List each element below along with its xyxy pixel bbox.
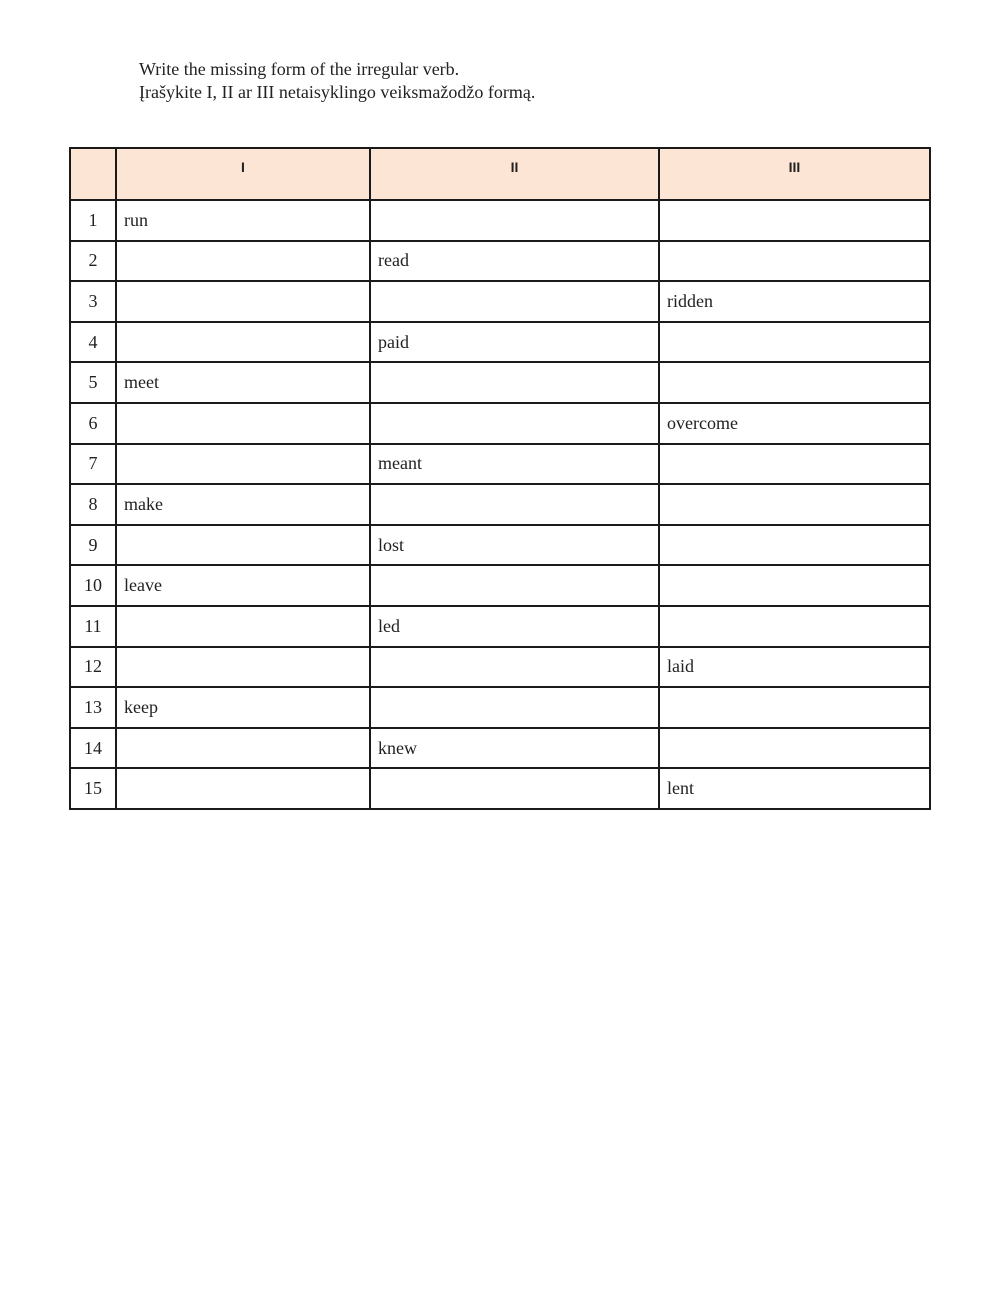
form-ii-cell[interactable] (370, 565, 659, 606)
table-row (70, 606, 930, 647)
form-ii-cell[interactable] (370, 484, 659, 525)
table-row (70, 565, 930, 606)
row-number: 6 (70, 403, 116, 444)
form-ii-cell[interactable]: led (370, 606, 659, 647)
form-iii-cell[interactable] (659, 687, 930, 728)
form-i-cell[interactable] (116, 322, 370, 363)
table-row (70, 403, 930, 444)
form-i-cell[interactable]: make (116, 484, 370, 525)
form-ii-cell[interactable] (370, 403, 659, 444)
row-number: 1 (70, 200, 116, 241)
form-ii-cell[interactable] (370, 768, 659, 809)
form-iii-cell[interactable] (659, 606, 930, 647)
row-number: 10 (70, 565, 116, 606)
verb-table (69, 147, 931, 810)
table-row (70, 525, 930, 566)
form-i-cell[interactable] (116, 647, 370, 688)
form-iii-cell[interactable] (659, 241, 930, 282)
form-i-cell[interactable]: run (116, 200, 370, 241)
table-row (70, 484, 930, 525)
form-ii-cell[interactable]: read (370, 241, 659, 282)
form-i-cell[interactable]: keep (116, 687, 370, 728)
row-number: 14 (70, 728, 116, 769)
form-ii-cell[interactable] (370, 281, 659, 322)
form-i-cell[interactable] (116, 606, 370, 647)
form-ii-cell[interactable] (370, 687, 659, 728)
header-number (70, 148, 116, 200)
table-row (70, 647, 930, 688)
table-row (70, 362, 930, 403)
row-number: 15 (70, 768, 116, 809)
header-form-iii: III (659, 148, 930, 200)
form-iii-cell[interactable] (659, 444, 930, 485)
row-number: 8 (70, 484, 116, 525)
form-iii-cell[interactable] (659, 728, 930, 769)
form-ii-cell[interactable] (370, 362, 659, 403)
table-row (70, 687, 930, 728)
instruction-lithuanian: Įrašykite I, II ar III netaisyklingo veiksmažodžo formą. (139, 82, 536, 102)
form-i-cell[interactable] (116, 281, 370, 322)
form-iii-cell[interactable]: overcome (659, 403, 930, 444)
form-iii-cell[interactable]: ridden (659, 281, 930, 322)
instruction-english: Write the missing form of the irregular verb. (139, 59, 460, 79)
table-row (70, 241, 930, 282)
form-i-cell[interactable] (116, 728, 370, 769)
form-iii-cell[interactable] (659, 565, 930, 606)
form-i-cell[interactable] (116, 241, 370, 282)
header-form-ii: II (370, 148, 659, 200)
row-number: 2 (70, 241, 116, 282)
row-number: 9 (70, 525, 116, 566)
row-number: 4 (70, 322, 116, 363)
form-i-cell[interactable] (116, 444, 370, 485)
table-row (70, 200, 930, 241)
form-ii-cell[interactable]: knew (370, 728, 659, 769)
form-i-cell[interactable] (116, 525, 370, 566)
form-i-cell[interactable]: meet (116, 362, 370, 403)
table-row (70, 444, 930, 485)
row-number: 12 (70, 647, 116, 688)
row-number: 13 (70, 687, 116, 728)
form-ii-cell[interactable]: paid (370, 322, 659, 363)
table-row (70, 322, 930, 363)
table-header-row (70, 148, 930, 200)
row-number: 11 (70, 606, 116, 647)
form-iii-cell[interactable] (659, 525, 930, 566)
form-iii-cell[interactable]: laid (659, 647, 930, 688)
form-ii-cell[interactable] (370, 647, 659, 688)
row-number: 7 (70, 444, 116, 485)
form-i-cell[interactable]: leave (116, 565, 370, 606)
form-i-cell[interactable] (116, 768, 370, 809)
row-number: 3 (70, 281, 116, 322)
form-ii-cell[interactable]: meant (370, 444, 659, 485)
header-form-i: I (116, 148, 370, 200)
instructions (139, 58, 535, 104)
form-ii-cell[interactable] (370, 200, 659, 241)
row-number: 5 (70, 362, 116, 403)
form-iii-cell[interactable] (659, 200, 930, 241)
table-row (70, 281, 930, 322)
table-row (70, 728, 930, 769)
form-iii-cell[interactable]: lent (659, 768, 930, 809)
form-iii-cell[interactable] (659, 484, 930, 525)
form-iii-cell[interactable] (659, 362, 930, 403)
form-i-cell[interactable] (116, 403, 370, 444)
table-row (70, 768, 930, 809)
form-ii-cell[interactable]: lost (370, 525, 659, 566)
form-iii-cell[interactable] (659, 322, 930, 363)
